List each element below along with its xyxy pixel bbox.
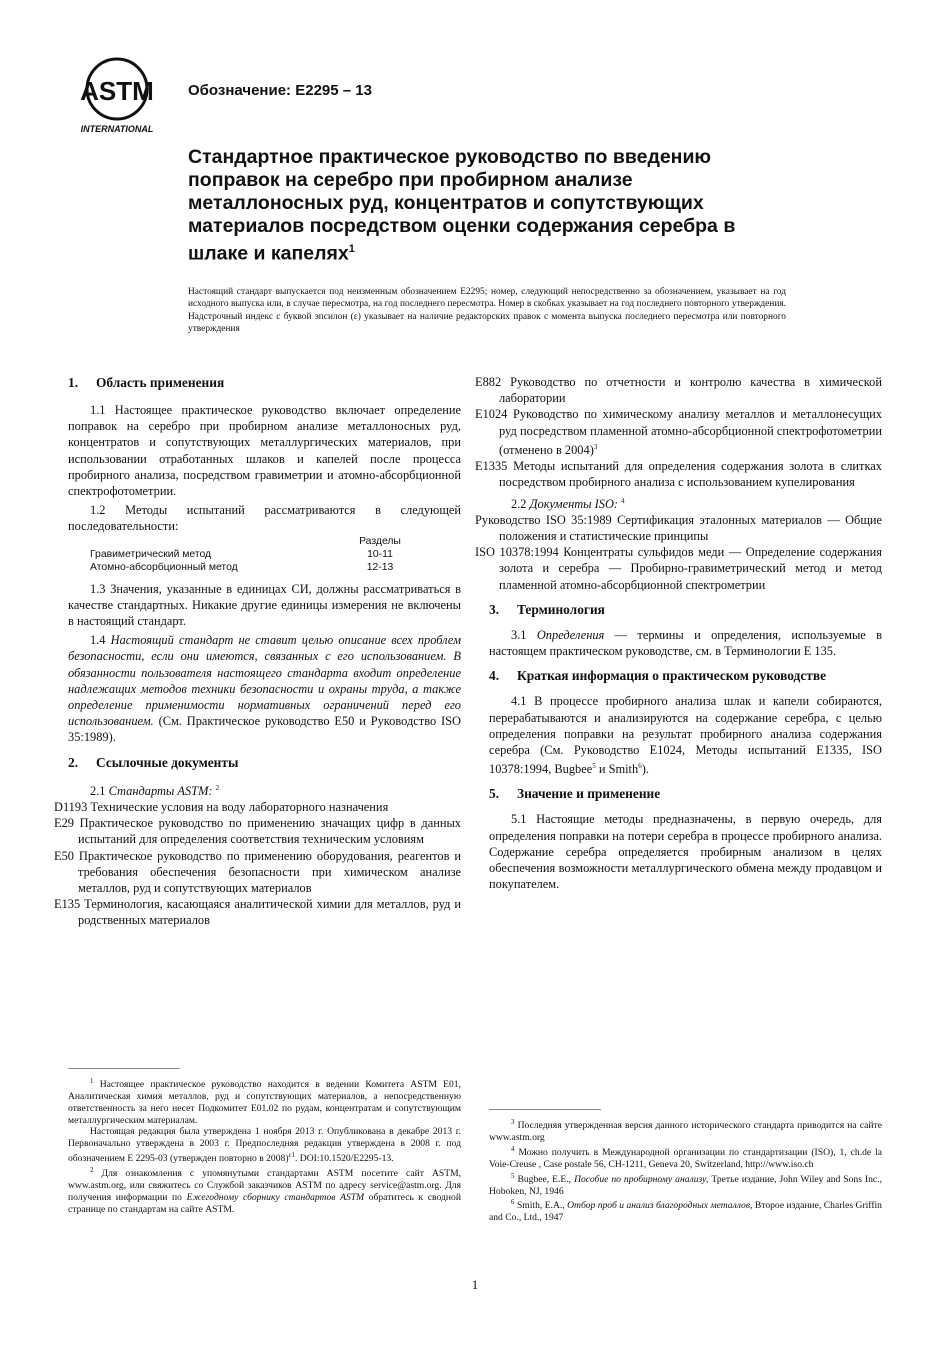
ref-item: ISO 10378:1994 Концентраты сульфидов меди — Определение содержания золота и серебра — Пробирно-гравиметрический метод и метод пламенной атомно-абсорбционной спектрометрии <box>475 545 882 592</box>
footnote-1b: Настоящая редакция была утверждена 1 ноября 2013 г. Опубликована в декабре 2013 г. Первоначально утверждена в 2003 г. Предпоследняя редакция утверждена в 2008 г. под обозначением E 2295-03 (утвержден повторно в 2008)$^{\varepsilon 1}$. DOI:10.1520/E2295-13. <box>68 1126 461 1165</box>
ref-item: Руководство ISO 35:1989 Сертификация эталонных материалов — Общие положения и статистические принципы <box>475 512 882 544</box>
footnotes-left <box>68 1076 461 1215</box>
intro-note: Настоящий стандарт выпускается под неизменным обозначением E2295; номер, следующий непосредственно за обозначением, указывает на год исходного выпуска или, в случае пересмотра, на год последнего пересмотра. Номер в скобках указывает на год последнего повторного утверждения. Надстрочный индекс с буквой эпсилон (ε) указывает на наличие редакторских правок с момента выпуска последнего пересмотра или повторного утверждения <box>188 287 786 335</box>
table-row: Атомно-абсорбционный метод 12-13 <box>90 561 394 573</box>
title-footnote-ref: 1 <box>348 243 355 255</box>
table-row: Гравиметрический метод 10-11 <box>90 548 393 560</box>
para-1-1: 1.1 Настоящее практическое руководство включает определение поправок на серебро при пробирном анализе металлоносных руд, концентратов и сопутствующих металлургических материалов, при использовании отработанных шлаков и капелей после процесса пробирного анализа, посредством гравиметрии и атомно-абсорбционной спектрофотометрии. <box>68 403 461 499</box>
methods-table <box>90 535 430 574</box>
footnotes-right <box>489 1117 882 1224</box>
ref-item: E50 Практическое руководство по применению оборудования, реагентов и требования обеспечения безопасности при химическом анализе металлов, руд и сопутствующих материалов <box>54 848 461 895</box>
section-1-heading: 1. Область применения <box>68 375 225 390</box>
section-5-heading: 5. Значение и применение <box>489 786 661 802</box>
designation: Обозначение: E2295 – 13 <box>188 82 372 99</box>
footnote-5: $^5$ Bugbee, E.E., Пособие по пробирному анализу, Третье издание, John Wiley and Sons Inc., Hoboken, NJ, 1946 <box>489 1171 882 1197</box>
section-4-heading: 4. Краткая информация о практическом руководстве <box>489 668 827 684</box>
footnote-1: $^1$ Настоящее практическое руководство находится в ведении Комитета ASTM E01, Аналитическая химия металлов, руд и сопутствующих материалов, а непосредственную ответственность за него несет Подкомитет E01.02 по рудам, концентратам и сопутствующим металлургическим материалам. <box>68 1077 461 1126</box>
footnote-2: $^2$ Для ознакомления с упомянутыми стандартами ASTM посетите сайт ASTM, www.astm.org, или свяжитесь со Службой заказчиков ASTM по адресу service@astm.org. Для получения информации по Ежегодному сборнику стандартов ASTM обратитесь к сводной странице по стандартам на сайте ASTM. <box>68 1165 461 1215</box>
para-5-1: 5.1 Настоящие методы предназначены, в первую очередь, для определения поправки на потери серебра в процессе пробирного анализа. Содержание серебра определяется пробирным анализом в целях обеспечения возможности металлургического обмена между продавцом и покупателем. <box>489 812 882 892</box>
page-number: 1 <box>471 1277 479 1292</box>
ref-item: E882 Руководство по отчетности и контролю качества в химической лаборатории <box>475 375 882 406</box>
logo-subtitle: INTERNATIONAL <box>80 124 154 134</box>
para-2-2: 2.2 Документы ISO: $^4$ <box>511 496 625 511</box>
section-2-heading: 2. Ссылочные документы <box>68 754 239 770</box>
para-1-3: 1.3 Значения, указанные в единицах СИ, должны рассматриваться в качестве стандартных. Никакие другие единицы измерения не включены в настоящий стандарт. <box>68 581 461 629</box>
para-1-4: 1.4 Настоящий стандарт не ставит целью описание всех проблем безопасности, если они имеются, связанных с его использованием. В обязанности пользователя настоящего стандарта входит определение надлежащих методов техники безопасности и охраны труда, а также определение применимости нормативных ограничений перед его использованием. (См. Практическое руководство E50 и Руководство ISO 35:1989). <box>68 633 461 745</box>
para-2-1: 2.1 Стандарты ASTM: $^2$ <box>90 783 220 798</box>
footnote-3: $^3$ Последняя утвержденная версия данного исторического стандарта приводится на сайте www.astm.org <box>489 1118 882 1143</box>
para-1-2: 1.2 Методы испытаний рассматриваются в следующей последовательности: <box>68 503 461 534</box>
ref-item: E29 Практическое руководство по применению значащих цифр в данных испытаний для определения соответствия техническим условиям <box>54 816 461 847</box>
section-3-heading: 3. Терминология <box>489 601 605 617</box>
ref-item: D1193 Технические условия на воду лабораторного назначения <box>54 799 389 814</box>
footnote-6: $^6$ Smith, E.A., Отбор проб и анализ благородных металлов, Второе издание, Charles Griffin and Co., Ltd., 1947 <box>489 1198 882 1224</box>
right-column <box>475 374 882 892</box>
ref-item: E135 Терминология, касающаяся аналитической химии для металлов, руд и родственных материалов <box>54 897 461 928</box>
para-4-1: 4.1 В процессе пробирного анализа шлак и капели собираются, перерабатываются и анализируются на содержание серебра, с целью определения поправки на результат пробирного анализа содержания серебра (См. Руководство E1024, Методы испытаний E1335, ISO 10378:1994, Bugbee$^5$ и Smith$^6$). <box>489 694 882 777</box>
astm-logo <box>76 56 158 136</box>
ref-item: E1024 Руководство по химическому анализу металлов и металлонесущих руд посредством пламенной атомно-абсорбционной спектрофотометрии (отменено в 2004)$^3$ <box>475 407 882 457</box>
document-title <box>188 146 788 266</box>
footnote-divider <box>489 1109 601 1110</box>
ref-item: E1335 Методы испытаний для определения содержания золота в слитках посредством пробирного анализа с использованием купелирования <box>475 459 882 490</box>
logo-text: ASTM <box>80 76 154 106</box>
footnote-4: $^4$ Можно получить в Международной организации по стандартизации (ISO), 1, ch.de la Voie-Creuse , Case postale 56, CH-1211, Geneva 20, Switzerland, http://www.iso.ch <box>489 1144 882 1170</box>
table-header-sections: Разделы <box>359 535 401 547</box>
title-text: Стандартное практическое руководство по введению поправок на серебро при пробирном анализе металлоносных руд, концентратов и сопутствующих материалов посредством оценки содержания серебра в шлаке и капелях <box>188 146 736 265</box>
footnote-divider <box>68 1068 180 1069</box>
left-column <box>54 374 461 929</box>
para-3-1: 3.1 Определения — термины и определения, используемые в настоящем практическом руководстве, см. в Терминологии E 135. <box>489 627 882 659</box>
